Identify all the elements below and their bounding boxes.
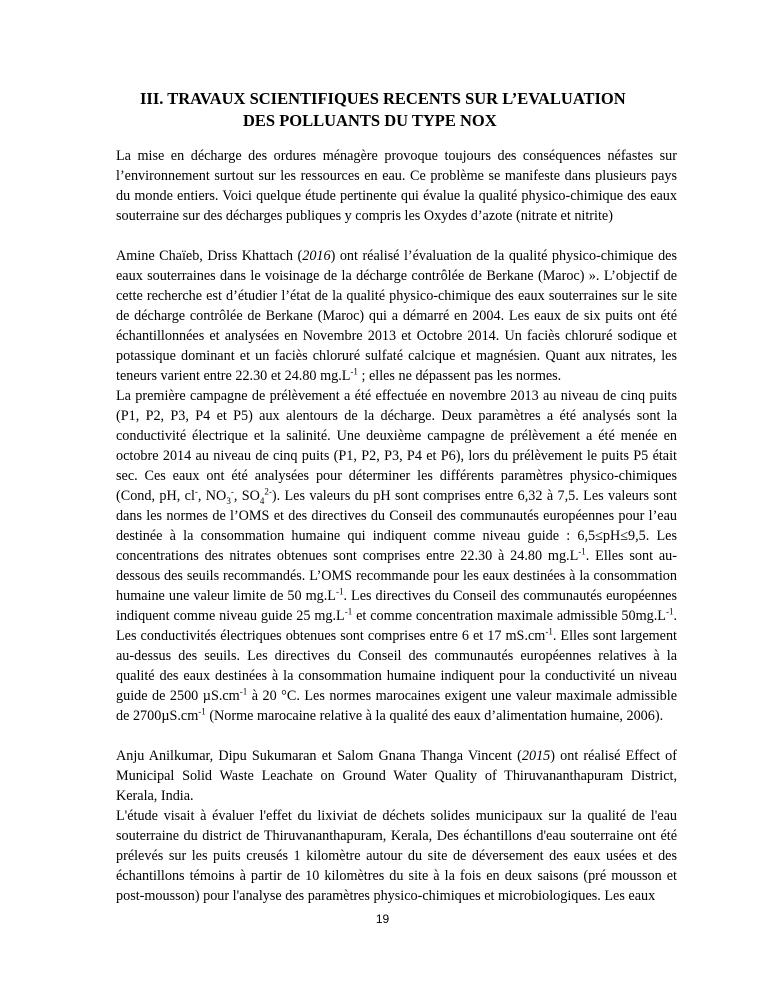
study1-campaign-paragraph bbox=[116, 386, 677, 726]
superscript: - bbox=[194, 486, 198, 497]
section-heading bbox=[95, 88, 715, 132]
study1-text-end: ; elles ne dépassent pas les normes. bbox=[357, 368, 562, 384]
text-run: . Les conductivités électriques obtenues sont comprises entre 6 et 17 mS.cm bbox=[116, 608, 678, 644]
study2-description-paragraph: L'étude visait à évaluer l'effet du lixiviat de déchets solides municipaux sur la qualité de l'eau souterraine du district de Thiruvananthapuram, Kerala, Des échantillons d'eau souterraine ont été prélevés sur les puits creusés 1 kilomètre autour du site de déversement des eaux usées et des échantillons témoins à partir de 10 kilomètres du site à la fois en deux saisons (pré mousson et post-mousson) pour l'analyse des paramètres physico-chimiques et microbiologiques. Les eaux bbox=[116, 808, 677, 904]
superscript: -1 bbox=[335, 586, 344, 597]
study1-authors: Amine Chaïeb, Driss Khattach ( bbox=[116, 248, 303, 264]
paragraph-gap bbox=[116, 726, 677, 746]
text-run: , SO bbox=[233, 488, 260, 504]
subscript: 3 bbox=[226, 495, 231, 506]
superscript: -1 bbox=[665, 606, 674, 617]
paragraph-gap bbox=[116, 226, 677, 246]
study2-paragraph bbox=[116, 746, 677, 806]
study2-authors: Anju Anilkumar, Dipu Sukumaran et Salom Gnana Thanga Vincent ( bbox=[116, 748, 522, 764]
text-run: La première campagne de prélèvement a été effectuée en novembre 2013 au niveau de cinq puits (P1, P2, P3, P4 et P5) aux alentours de la décharge. Deux paramètres a été analysés sont la conductivité électrique et la salinité. Une deuxième campagne de prélèvement a été menée en octobre 2014 au niveau de cinq puits (P1, P2, P3, P4 et P6), lors du prélèvement le puits P5 était sec. Ces eaux ont été analysées pour déterminer les différents paramètres physico-chimiques (Cond, pH, cl bbox=[116, 388, 677, 504]
superscript: -1 bbox=[350, 366, 358, 377]
intro-paragraph: La mise en décharge des ordures ménagère provoque toujours des conséquences néfastes sur l’environnement surtout sur les ressources en eau. Ce problème se manifeste dans plusieurs pays du monde entiers. Voici quelque étude pertinente qui évalue la qualité physico-chimique des eaux souterraine sur des décharges publiques y compris les Oxydes d’azote (nitrate et nitrite) bbox=[116, 148, 677, 224]
superscript: -1 bbox=[239, 686, 248, 697]
text-run: . Elles sont au-dessous des seuils recommandés. L’OMS recommande pour les eaux destinées à la consommation humaine une valeur limite de 50 mg.L bbox=[116, 548, 677, 604]
text-run: , NO bbox=[197, 488, 227, 504]
study2-text: ) ont réalisé Effect of Municipal Solid Waste Leachate on Ground Water Quality of Thiruvananthapuram District, Kerala, India. bbox=[116, 748, 678, 804]
heading-line-2: DES POLLUANTS DU TYPE NOX bbox=[243, 111, 497, 130]
subscript: 4 bbox=[259, 495, 265, 506]
superscript: -1 bbox=[198, 706, 206, 717]
study1-paragraph bbox=[116, 246, 677, 386]
superscript: -1 bbox=[344, 606, 353, 617]
superscript: 2- bbox=[264, 486, 272, 497]
study1-year: 2016 bbox=[302, 248, 331, 264]
superscript: -1 bbox=[578, 546, 586, 557]
page-number: 19 bbox=[375, 912, 390, 926]
text-run: ). Les valeurs du pH sont comprises entre 6,32 à 7,5. Les valeurs sont dans les normes de l’OMS et des directives du Conseil des communautés européennes pour l’eau destinée à la consommation humaine qui indiquent comme niveau guide : 6,5≤pH≤9,5. Les concentrations des nitrates obtenues sont comprises entre 22.30 à 24.80 mg.L bbox=[116, 488, 677, 564]
text-run: (Norme marocaine relative à la qualité des eaux d’alimentation humaine, 2006). bbox=[205, 708, 664, 724]
study1-text: ) ont réalisé l’évaluation de la qualité physico-chimique des eaux souterraines dans le voisinage de la décharge contrôlée de Berkane (Maroc) ». L’objectif de cette recherche est d’étudier l’état de la qualité physico-chimique des eaux souterraines sur le site de décharge contrôlée de Berkane (Maroc) qui a démarré en 2004. Les eaux de six puits ont été échantillonnées et analysées en Novembre 2013 et Octobre 2014. Un faciès chloruré sodique et potassique dominant et un faciès chloruré sulfaté calcique et magnésien. Quant aux nitrates, les teneurs varient entre 22.30 et 24.80 mg.L bbox=[116, 248, 677, 384]
text-run: à 20 °C. Les normes marocaines exigent une valeur maximale admissible de 2700µS.cm bbox=[116, 688, 677, 724]
text-run: et comme concentration maximale admissible 50mg.L bbox=[352, 608, 666, 624]
text-run: . Elles sont largement au-dessus des seuils. Les directives du Conseil des communautés européennes relatives à la qualité des eaux destinées à la consommation humaine indiquent pour la conductivité un niveau guide de 2500 µS.cm bbox=[116, 628, 677, 704]
superscript: -1 bbox=[545, 626, 553, 637]
body-text bbox=[116, 146, 677, 906]
superscript: - bbox=[230, 486, 234, 497]
heading-line-1: III. TRAVAUX SCIENTIFIQUES RECENTS SUR L’EVALUATION bbox=[140, 89, 626, 108]
study2-year: 2015 bbox=[521, 748, 551, 764]
text-run: . Les directives du Conseil des communautés européennes indiquent comme niveau guide 25 mg.L bbox=[116, 588, 677, 624]
